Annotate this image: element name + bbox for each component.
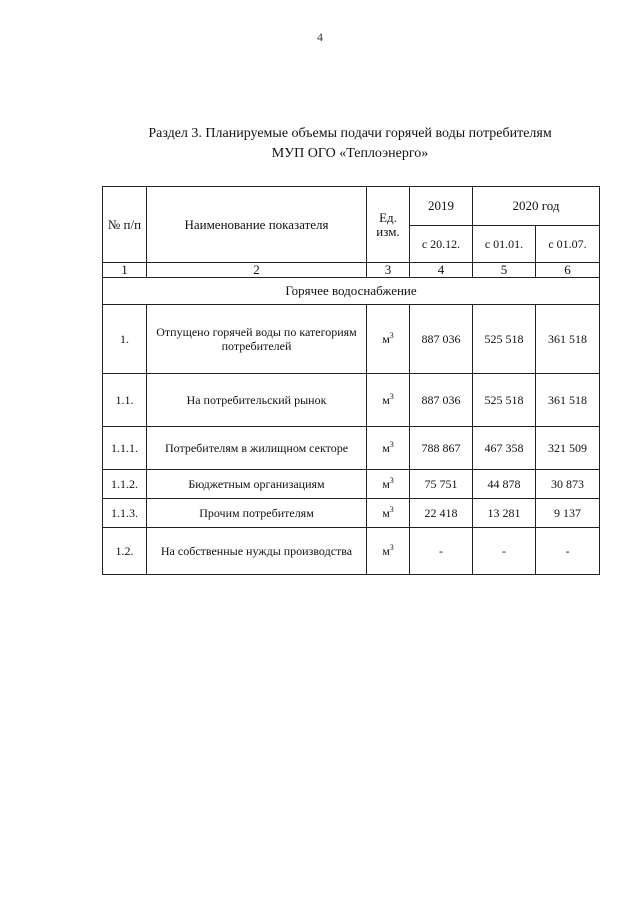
row-value-2020-jul: 361 518 <box>536 374 600 427</box>
row-value-2020-jan: 467 358 <box>473 427 536 470</box>
row-value-2019: 22 418 <box>410 499 473 528</box>
column-index: 1 <box>103 263 147 278</box>
table-row <box>103 374 600 427</box>
row-num: 1.2. <box>103 528 147 575</box>
column-index: 6 <box>536 263 600 278</box>
column-index: 2 <box>147 263 367 278</box>
row-num: 1.1. <box>103 374 147 427</box>
row-value-2019: 887 036 <box>410 305 473 374</box>
header-num: № п/п <box>103 187 147 263</box>
row-value-2020-jan: - <box>473 528 536 575</box>
row-name: Потребителям в жилищном секторе <box>147 427 367 470</box>
header-name: Наименование показателя <box>147 187 367 263</box>
row-name: Бюджетным организациям <box>147 470 367 499</box>
row-num: 1.1.1. <box>103 427 147 470</box>
row-value-2019: 887 036 <box>410 374 473 427</box>
row-num: 1.1.2. <box>103 470 147 499</box>
row-value-2020-jul: 30 873 <box>536 470 600 499</box>
header-date-2: с 01.01. <box>473 226 536 263</box>
table-row <box>103 305 600 374</box>
row-value-2019: 788 867 <box>410 427 473 470</box>
header-date-1: с 20.12. <box>410 226 473 263</box>
row-value-2020-jul: 361 518 <box>536 305 600 374</box>
header-date-3: с 01.07. <box>536 226 600 263</box>
row-name: Отпущено горячей воды по категориям потребителей <box>147 305 367 374</box>
row-unit: $м^3$ <box>367 305 410 374</box>
row-value-2019: 75 751 <box>410 470 473 499</box>
section-label: Горячее водоснабжение <box>103 278 600 305</box>
page-number: 4 <box>317 30 323 44</box>
row-value-2020-jul: 9 137 <box>536 499 600 528</box>
row-value-2020-jul: 321 509 <box>536 427 600 470</box>
row-name: Прочим потребителям <box>147 499 367 528</box>
table-row <box>103 499 600 528</box>
row-value-2020-jul: - <box>536 528 600 575</box>
row-name: На потребительский рынок <box>147 374 367 427</box>
table-row <box>103 470 600 499</box>
row-name: На собственные нужды производства <box>147 528 367 575</box>
row-unit: $м^3$ <box>367 374 410 427</box>
row-value-2020-jan: 525 518 <box>473 305 536 374</box>
row-num: 1.1.3. <box>103 499 147 528</box>
title-line-2: МУП ОГО «Теплоэнерго» <box>271 146 429 161</box>
column-index: 4 <box>410 263 473 278</box>
row-unit: $м^3$ <box>367 528 410 575</box>
row-unit: $м^3$ <box>367 470 410 499</box>
title-line-1: Раздел 3. Планируемые объемы подачи горячей воды потребителям <box>148 126 552 141</box>
document-title <box>60 124 640 164</box>
table-row <box>103 427 600 470</box>
row-num: 1. <box>103 305 147 374</box>
column-index: 5 <box>473 263 536 278</box>
water-supply-table <box>102 186 600 575</box>
row-value-2020-jan: 13 281 <box>473 499 536 528</box>
row-value-2020-jan: 44 878 <box>473 470 536 499</box>
header-year-2019: 2019 <box>410 187 473 226</box>
table-row <box>103 528 600 575</box>
row-unit: $м^3$ <box>367 499 410 528</box>
header-row-years <box>103 187 600 226</box>
section-row <box>103 278 600 305</box>
row-unit: $м^3$ <box>367 427 410 470</box>
row-value-2020-jan: 525 518 <box>473 374 536 427</box>
header-unit: Ед. изм. <box>367 187 410 263</box>
column-index-row <box>103 263 600 278</box>
column-index: 3 <box>367 263 410 278</box>
row-value-2019: - <box>410 528 473 575</box>
header-year-2020: 2020 год <box>473 187 600 226</box>
